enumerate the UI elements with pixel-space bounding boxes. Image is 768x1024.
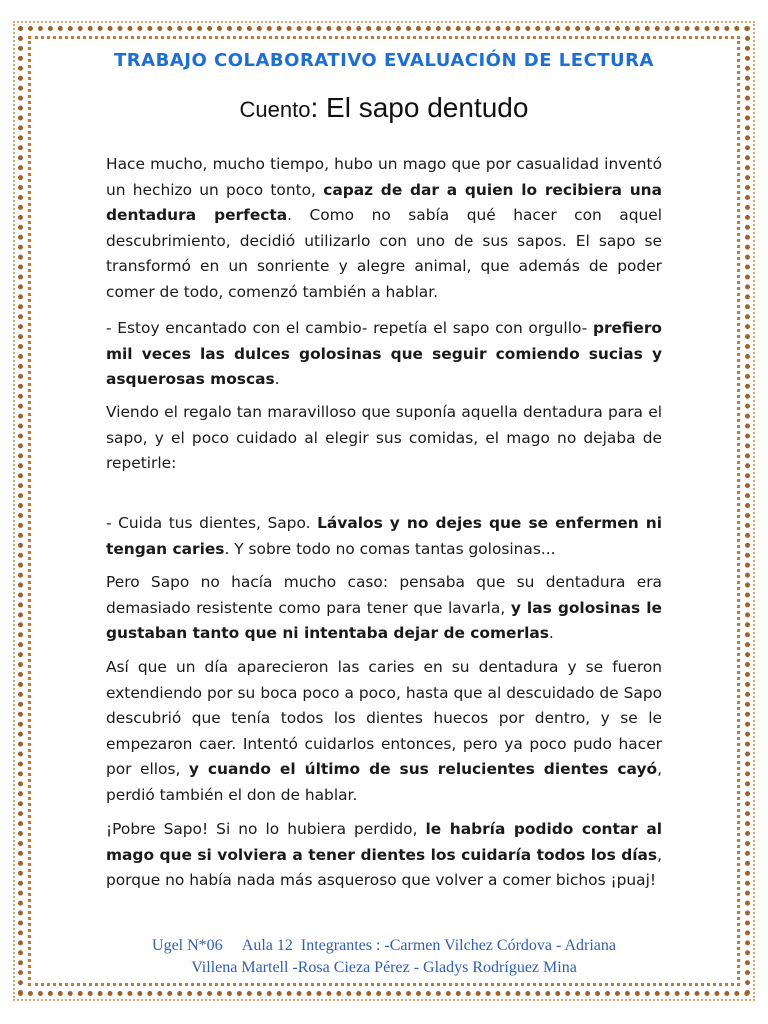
paragraph-3 <box>106 400 662 477</box>
paragraph-2-bold: prefiero mil veces las dulces golosinas que seguir comiendo sucias y asquerosas moscas <box>106 319 662 388</box>
story-title <box>0 92 768 124</box>
paragraph-4 <box>106 511 662 562</box>
story-name: : El sapo dentudo <box>310 92 529 123</box>
paragraph-4-text-c: . Y sobre todo no comas tantas golosinas... <box>224 539 556 558</box>
paragraph-5-text-a: Pero Sapo no hacía mucho caso: pensaba que su dentadura era demasiado resistente como para tener que lavarla, <box>106 573 662 617</box>
paragraph-6 <box>106 655 662 808</box>
paragraph-5 <box>106 570 662 647</box>
paragraph-6-text-c: , perdió también el don de hablar. <box>106 760 662 804</box>
document-header-title: TRABAJO COLABORATIVO EVALUACIÓN DE LECTURA <box>114 50 654 71</box>
footer-line-1: Ugel N*06 Aula 12 Integrantes : -Carmen Vilchez Córdova - Adriana <box>152 937 616 954</box>
paragraph-2-text-c: . <box>274 370 280 388</box>
paragraph-1-text-c: . Como no sabía qué hacer con aquel descubrimiento, decidió utilizarlo con uno de sus sapos. El sapo se transformó en un sonriente y alegre animal, que además de poder comer de todo, comenzó también a hablar. <box>106 206 662 301</box>
paragraph-6-text-a: Así que un día aparecieron las caries en su dentadura y se fueron extendiendo por su boca poco a poco, hasta que al descuidado de Sapo descubrió que tenía todos los dientes huecos por dentro, y se le empezaron caer. Intentó cuidarlos entonces, pero ya poco pudo hacer por ellos, <box>106 658 662 778</box>
paragraph-7-bold: le habría podido contar al mago que si volviera a tener dientes los cuidaría todos los días <box>106 820 662 864</box>
paragraph-2 <box>106 316 662 393</box>
paragraph-5-text-c: . <box>548 624 554 642</box>
paragraph-7-text-c: , porque no había nada más asqueroso que volver a comer bichos ¡puaj! <box>106 845 662 889</box>
paragraph-2-text-a: - Estoy encantado con el cambio- repetía el sapo con orgullo- <box>106 319 593 337</box>
paragraph-1 <box>106 152 662 305</box>
paragraph-7-text-a: ¡Pobre Sapo! Si no lo hubiera perdido, <box>106 820 426 838</box>
paragraph-4-text-a: - Cuida tus dientes, Sapo. <box>106 514 318 532</box>
paragraph-3-text: Viendo el regalo tan maravilloso que suponía aquella dentadura para el sapo, y el poco cuidado al elegir sus comidas, el mago no dejaba de repetirle: <box>106 403 662 472</box>
paragraph-1-bold: capaz de dar a quien lo recibiera una dentadura perfecta <box>106 180 662 224</box>
paragraph-5-bold: y las golosinas le gustaban tanto que ni intentaba dejar de comerlas <box>106 598 662 642</box>
paragraph-4-bold: Lávalos y no dejes que se enfermen ni tengan caries <box>106 514 662 558</box>
paragraph-7 <box>106 817 662 894</box>
story-label: Cuento <box>239 97 311 122</box>
paragraph-1-text-a: Hace mucho, mucho tiempo, hubo un mago que por casualidad inventó un hechizo un poco tonto, <box>106 155 662 199</box>
paragraph-6-bold: y cuando el último de sus relucientes dientes cayó <box>188 760 658 778</box>
footer-credits <box>0 935 768 979</box>
footer-line-2: Villena Martell -Rosa Cieza Pérez - Gladys Rodríguez Mina <box>191 959 577 976</box>
